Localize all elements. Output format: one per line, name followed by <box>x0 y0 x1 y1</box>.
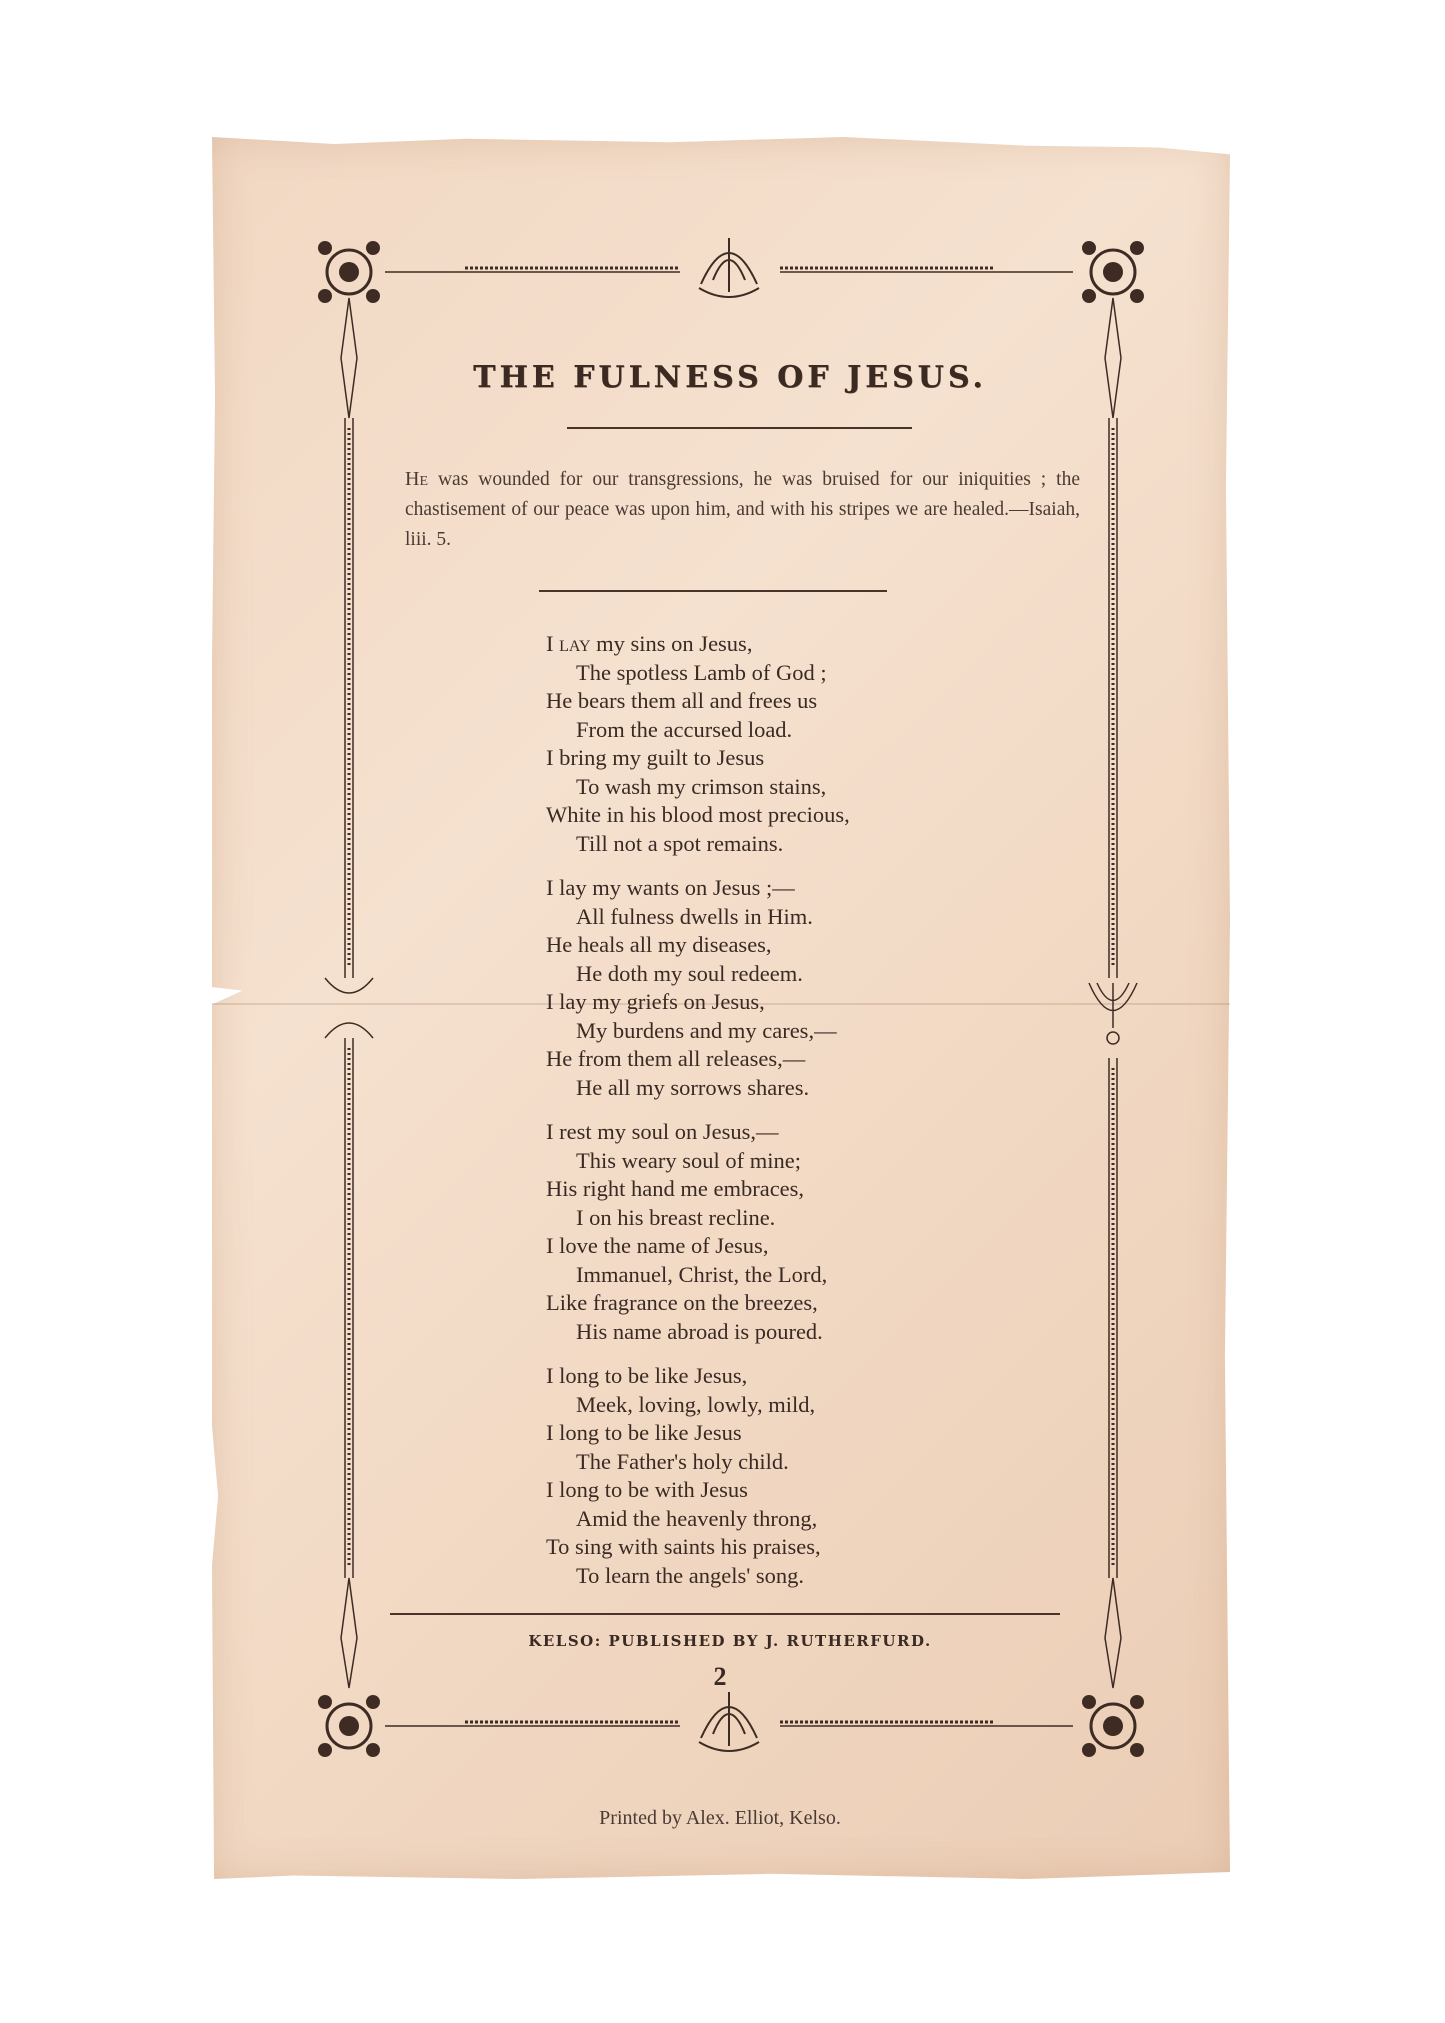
poem-stanza <box>546 1118 1006 1346</box>
poem-line: The Father's holy child. <box>576 1448 789 1474</box>
poem-line: He heals all my diseases, <box>546 932 772 957</box>
poem-line-smallcaps: lay <box>559 631 591 656</box>
publisher-line: KELSO: PUBLISHED BY J. RUTHERFURD. <box>528 1632 932 1650</box>
poem-line: I bring my guilt to Jesus <box>546 745 765 770</box>
poem-line <box>546 630 1006 659</box>
poem-line: To sing with saints his praises, <box>546 1534 821 1559</box>
poem-line: He bears them all and frees us <box>546 688 818 713</box>
title-rule <box>567 427 912 429</box>
poem-line: The spotless Lamb of God ; <box>576 659 827 685</box>
poem-line: Till not a spot remains. <box>576 830 784 856</box>
poem-line: Immanuel, Christ, the Lord, <box>576 1261 828 1287</box>
poem-line: I lay my wants on Jesus ;— <box>546 875 795 900</box>
poem-line: I lay my griefs on Jesus, <box>546 989 765 1014</box>
printer-line: Printed by Alex. Elliot, Kelso. <box>599 1807 841 1829</box>
poem-line: He doth my soul redeem. <box>576 960 803 986</box>
poem-stanza <box>546 1362 1006 1590</box>
poem-line: White in his blood most precious, <box>546 802 850 827</box>
poem-line: He from them all releases,— <box>546 1046 806 1071</box>
poem-line: His right hand me embraces, <box>546 1176 805 1201</box>
poem-line: From the accursed load. <box>576 716 793 742</box>
poem-line-start: I <box>546 631 554 656</box>
poem-line: Meek, loving, lowly, mild, <box>576 1391 816 1417</box>
poem-line: I long to be with Jesus <box>546 1477 748 1502</box>
poem-line: Like fragrance on the breezes, <box>546 1290 818 1315</box>
footer-rule <box>390 1613 1060 1615</box>
poem-line: I long to be like Jesus <box>546 1420 742 1445</box>
page-number: 2 <box>713 1662 727 1691</box>
poem-line: I rest my soul on Jesus,— <box>546 1119 779 1144</box>
poem-line: To wash my crimson stains, <box>576 773 827 799</box>
poem-line: I long to be like Jesus, <box>546 1363 748 1388</box>
poem-line: I on his breast recline. <box>576 1204 776 1230</box>
epigraph-lead: He <box>405 468 428 490</box>
poem-line: All fulness dwells in Him. <box>576 903 813 929</box>
document-title: THE FULNESS OF JESUS. <box>473 360 987 395</box>
epigraph-rule <box>539 590 887 592</box>
poem-line: I love the name of Jesus, <box>546 1233 769 1258</box>
poem-line: His name abroad is poured. <box>576 1318 823 1344</box>
poem-line-rest: my sins on Jesus, <box>596 631 753 656</box>
poem-line: He all my sorrows shares. <box>576 1074 810 1100</box>
poem-stanza <box>546 630 1006 858</box>
poem-line: This weary soul of mine; <box>576 1147 801 1173</box>
poem-stanza <box>546 874 1006 1102</box>
epigraph-text: was wounded for our transgressions, he was bruised for our iniquities ; the chastisement of our peace was upon him, and with his stripes we are healed.—Isaiah, liii. 5. <box>405 469 1080 550</box>
poem-line: To learn the angels' song. <box>576 1562 805 1588</box>
poem <box>546 630 1006 1606</box>
poem-line: Amid the heavenly throng, <box>576 1505 818 1531</box>
poem-line: My burdens and my cares,— <box>576 1017 837 1043</box>
epigraph <box>405 464 1080 555</box>
